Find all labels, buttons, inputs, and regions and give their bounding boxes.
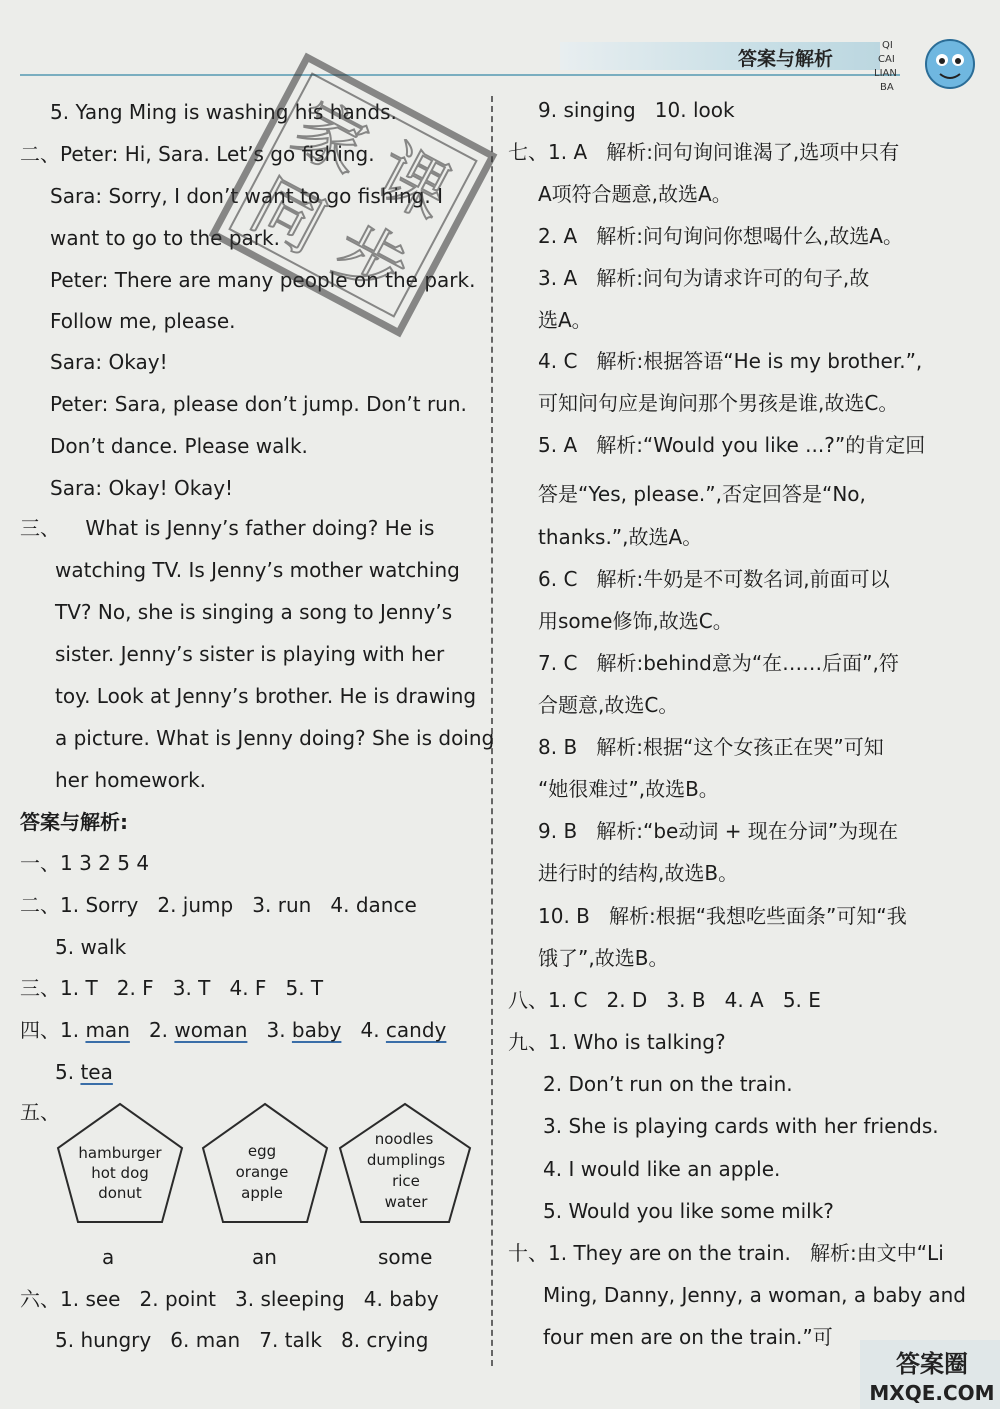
right-line: 饿了”,故选B。 [538, 946, 669, 970]
section-five-label: 五、 [20, 1100, 60, 1124]
right-line: 5. Would you like some milk? [543, 1199, 834, 1223]
right-line: 用some修饰,故选C。 [538, 609, 733, 633]
svg-text:MXQE.COM: MXQE.COM [869, 1381, 995, 1405]
left-line: Sara: Okay! Okay! [50, 476, 234, 500]
right-line: 6. C 解析:牛奶是不可数名词,前面可以 [538, 567, 890, 591]
svg-text:CAI: CAI [878, 54, 895, 65]
left-line: Peter: There are many people on the park. [50, 268, 476, 292]
answers-heading: 答案与解析: [20, 810, 128, 834]
pentagon-word: rice [392, 1172, 420, 1190]
svg-text:答案圈: 答案圈 [896, 1350, 968, 1378]
right-line: 十、1. They are on the train. 解析:由文中“Li [508, 1241, 944, 1265]
right-line: 3. She is playing cards with her friends. [543, 1114, 939, 1138]
left-line: Peter: Sara, please don’t jump. Don’t run. [50, 392, 467, 416]
left-line: 5. Yang Ming is washing his hands. [50, 100, 397, 124]
left-line: Sara: Okay! [50, 350, 168, 374]
right-line: 4. C 解析:根据答语“He is my brother.”, [538, 349, 923, 373]
left-line: Don’t dance. Please walk. [50, 434, 308, 458]
pentagon-word: apple [241, 1184, 283, 1202]
right-line: 9. B 解析:“be动词 + 现在分词”为现在 [538, 819, 899, 843]
left-line: sister. Jenny’s sister is playing with her [55, 642, 445, 666]
right-line: 可知问句应是询问那个男孩是谁,故选C。 [538, 391, 899, 415]
right-line: 进行时的结构,故选B。 [538, 861, 739, 885]
right-line: 答是“Yes, please.”,否定回答是“No, [538, 482, 866, 506]
right-line: “她很难过”,故选B。 [538, 777, 719, 801]
left-line: TV? No, she is singing a song to Jenny’s [55, 600, 453, 624]
left-line: 三、 What is Jenny’s father doing? He is [20, 516, 435, 540]
mascot-logo-icon [872, 30, 982, 100]
left-line: want to go to the park. [50, 226, 280, 250]
right-line: Ming, Danny, Jenny, a woman, a baby and [543, 1283, 966, 1307]
left-line: 二、1. Sorry 2. jump 3. run 4. dance [20, 893, 417, 917]
left-line: 二、Peter: Hi, Sara. Let’s go fishing. [20, 142, 375, 166]
stamp-seal-icon [178, 40, 528, 350]
left-line: a picture. What is Jenny doing? She is doing [55, 726, 495, 750]
pentagon-word: hot dog [91, 1164, 149, 1182]
right-line: 10. B 解析:根据“我想吃些面条”可知“我 [538, 904, 907, 928]
right-line: 5. A 解析:“Would you like ...?”的肯定回 [538, 433, 926, 457]
section-four-line: 四、1. man 2. woman 3. baby 4. candy [20, 1018, 447, 1042]
right-line: 八、1. C 2. D 3. B 4. A 5. E [508, 988, 821, 1012]
left-line: 5. hungry 6. man 7. talk 8. crying [55, 1328, 429, 1352]
left-line: watching TV. Is Jenny’s mother watching [55, 558, 460, 582]
right-line: 4. I would like an apple. [543, 1157, 781, 1181]
right-line: 2. Don’t run on the train. [543, 1072, 793, 1096]
stamp-char: 同 [238, 163, 339, 269]
right-line: 九、1. Who is talking? [508, 1030, 726, 1054]
right-line: 七、1. A 解析:问句询问谁渴了,选项中只有 [508, 140, 900, 164]
pentagon-word: noodles [374, 1130, 434, 1148]
svg-text:LIAN: LIAN [874, 68, 897, 79]
right-line: A项符合题意,故选A。 [538, 182, 732, 206]
right-line: four men are on the train.”可 [543, 1325, 833, 1349]
pentagon-word: egg [247, 1142, 277, 1160]
article-label: some [378, 1245, 433, 1269]
pentagon-diagram [50, 1100, 480, 1250]
right-line: 8. B 解析:根据“这个女孩正在哭”可知 [538, 735, 884, 759]
page-title: 答案与解析 [738, 48, 834, 70]
left-line: toy. Look at Jenny’s brother. He is drawing [55, 684, 477, 708]
stamp-char: 课 [362, 129, 463, 236]
article-label: an [252, 1245, 277, 1269]
watermark-logo-icon [860, 1340, 1000, 1409]
right-line: 9. singing 10. look [538, 98, 735, 122]
stamp-char: 家 [279, 85, 380, 192]
left-line: 一、1 3 2 5 4 [20, 851, 150, 875]
right-line: thanks.”,故选A。 [538, 525, 703, 549]
left-line: her homework. [55, 768, 207, 792]
svg-text:BA: BA [880, 82, 894, 93]
left-line: Sara: Sorry, I don’t want to go fishing. I [50, 184, 443, 208]
left-line: 三、1. T 2. F 3. T 4. F 5. T [20, 976, 324, 1000]
svg-text:QI: QI [882, 40, 893, 51]
pentagon-word: hamburger [78, 1144, 162, 1162]
right-line: 7. C 解析:behind意为“在……后面”,符 [538, 651, 899, 675]
left-line: Follow me, please. [50, 309, 236, 333]
section-four-line: 5. tea [55, 1060, 113, 1084]
pentagon-word: orange [235, 1163, 289, 1181]
right-line: 3. A 解析:问句为请求许可的句子,故 [538, 266, 870, 290]
right-line: 选A。 [538, 308, 592, 332]
pentagon-word: dumplings [366, 1151, 446, 1169]
article-label: a [102, 1245, 115, 1269]
pentagon-word: water [384, 1193, 428, 1211]
left-line: 5. walk [55, 935, 127, 959]
right-line: 2. A 解析:问句询问你想喝什么,故选A。 [538, 224, 903, 248]
pentagon-word: donut [98, 1184, 142, 1202]
right-line: 合题意,故选C。 [538, 693, 679, 717]
stamp-char: 步 [321, 207, 422, 313]
left-line: 六、1. see 2. point 3. sleeping 4. baby [20, 1287, 439, 1311]
